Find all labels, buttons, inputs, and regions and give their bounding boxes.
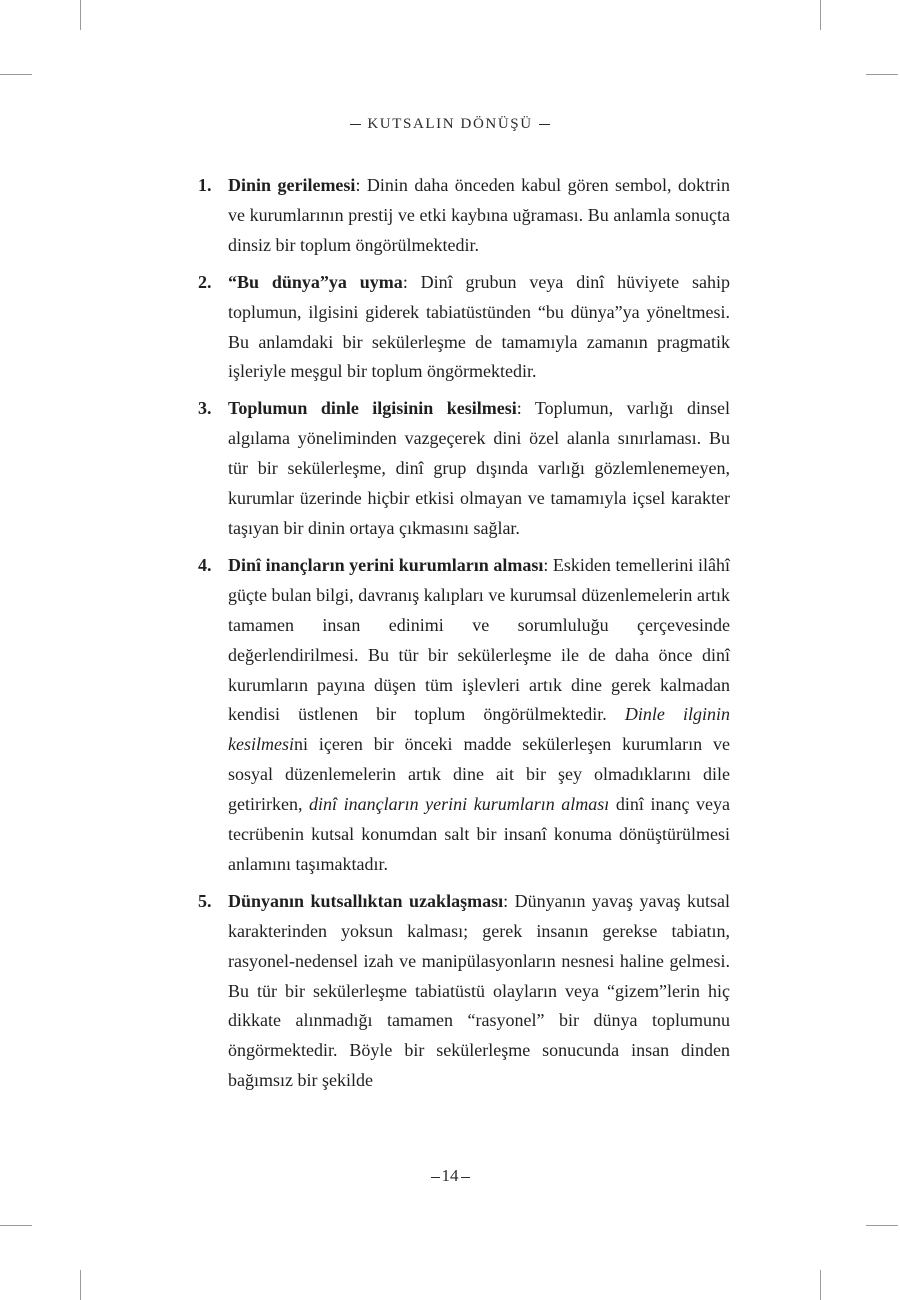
item-text: : Toplumun, varlığı dinsel algılama yöneliminden vazgeçerek dini özel alanla sınırlaması. Bu tür bir sekülerleşme, dinî grup dışında varlığı gözlemlenemeyen, kurumlar üzerinde hiçbir etkisi olmayan ve tamamıyla içsel karakter taşıyan bir dinin ortaya çıkmasını sağlar. <box>228 398 730 538</box>
crop-mark <box>0 1225 32 1226</box>
item-number: 2. <box>198 271 212 292</box>
crop-mark <box>866 74 898 75</box>
crop-mark <box>0 74 32 75</box>
crop-mark <box>866 1225 898 1226</box>
list-item <box>198 887 730 1096</box>
crop-mark <box>820 1270 821 1300</box>
item-term: Dinî inançların yerini kurumların alması <box>228 554 544 575</box>
item-text: ni içeren bir önceki madde sekülerleşen kurumların ve sosyal düzenlemelerin artık dine ait bir şey olmadıklarını dile getirirken, <box>228 734 730 815</box>
crop-mark <box>820 0 821 30</box>
dash-ornament <box>539 124 550 125</box>
definition-list <box>198 171 730 1103</box>
item-italic-phrase: dinî inançların yerini kurumların alması <box>309 794 610 815</box>
item-italic-phrase: Dinle ilginin kesilmesi <box>228 704 730 755</box>
item-text: dinî inanç veya tecrübenin kutsal konumdan salt bir insanî konuma dönüştürülmesi anlamını taşımaktadır. <box>228 794 730 874</box>
item-term: Dinin gerilemesi <box>228 175 356 195</box>
item-text: : Dinin daha önceden kabul gören sembol, doktrin ve kurumlarının prestij ve etki kaybına uğraması. Bu anlamla sonuçta dinsiz bir toplum öngörülmektedir. <box>228 175 730 255</box>
item-number: 5. <box>198 890 212 911</box>
item-term: Toplumun dinle ilgisinin kesilmesi <box>228 398 517 419</box>
item-number: 3. <box>198 398 212 419</box>
dash-ornament <box>461 1177 470 1178</box>
dash-ornament <box>350 124 361 125</box>
list-item <box>198 171 730 261</box>
item-number: 4. <box>198 554 212 575</box>
header-title: KUTSALIN DÖNÜŞÜ <box>367 116 533 132</box>
crop-mark <box>80 1270 81 1300</box>
item-text: : Dünyanın yavaş yavaş kutsal karakterinden yoksun kalması; gerek insanın gerekse tabiatın, rasyonel-nedensel izah ve manipülasyonların nesnesi haline gelmesi. Bu tür bir sekülerleşme tabiatüstü olayların veya “gizem”lerin hiç dikkate alınmadığı tamamen “rasyonel” bir dünya toplumunu öngörmektedir. Böyle bir sekülerleşme sonucunda insan dinden bağımsız bir şekilde <box>228 890 730 1091</box>
crop-mark <box>80 0 81 30</box>
list-item <box>198 268 730 388</box>
list-item <box>198 394 730 544</box>
item-text: : Dinî grubun veya dinî hüviyete sahip toplumun, ilgisini giderek tabiatüstünden “bu dünya”ya yöneltmesi. Bu anlamdaki bir sekülerleşme de tamamıyla zamanın pragmatik işleriyle meşgul bir toplum öngörmektedir. <box>228 271 731 382</box>
page-number: 14 <box>441 1166 459 1185</box>
running-header <box>0 116 900 133</box>
page-number-footer <box>0 1166 900 1186</box>
item-term: Dünyanın kutsallıktan uzaklaşması <box>228 890 504 911</box>
dash-ornament <box>431 1177 440 1178</box>
item-text: : Eskiden temellerini ilâhî güçte bulan bilgi, davranış kalıpları ve kurumsal düzenlemelerin artık tamamen insan edinimi ve sorumluluğu çerçevesinde değerlendirilmesi. Bu tür bir sekülerleşme ile de daha önce dinî kurumların payına düşen tüm işlevleri artık dine gerek kalmadan kendisi üstlenen bir toplum öngörülmektedir. <box>228 554 730 725</box>
item-term: “Bu dünya”ya uyma <box>228 271 403 292</box>
item-number: 1. <box>198 175 212 195</box>
list-item <box>198 551 730 880</box>
